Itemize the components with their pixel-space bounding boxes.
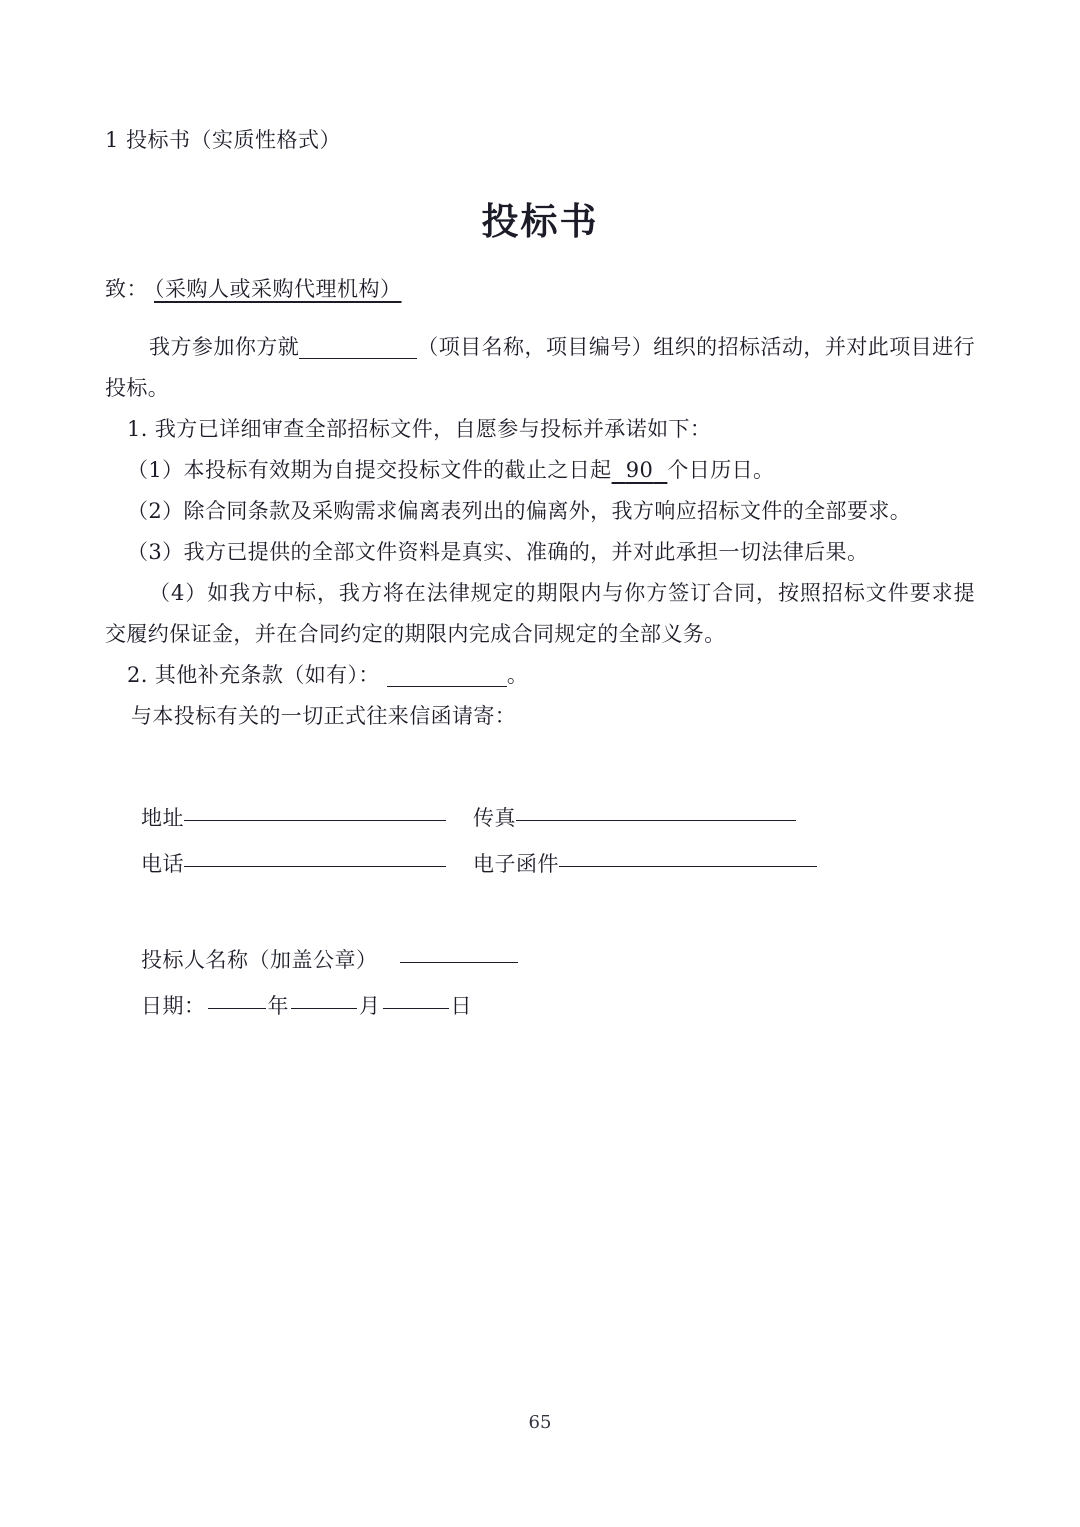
page-number: 65 (528, 1412, 552, 1433)
project-name-blank (299, 358, 417, 359)
bid-validity-days: 90 (625, 458, 654, 482)
document-content (105, 0, 975, 1029)
phone-label: 电话 (141, 852, 184, 876)
intro-paragraph (105, 327, 975, 409)
phone-input-line[interactable] (184, 865, 446, 867)
correspondence-note (105, 696, 975, 737)
fax-label: 传真 (473, 806, 516, 830)
clause-1 (105, 409, 975, 450)
bidder-name-input-line[interactable] (400, 961, 518, 963)
section-heading: 1 投标书（实质性格式） (105, 128, 342, 152)
clause-1-4 (105, 573, 975, 655)
email-label: 电子函件 (473, 852, 559, 876)
clause-2 (105, 655, 975, 696)
intro-text-before: 我方参加你方就 (149, 335, 300, 359)
clause-1-3 (105, 532, 975, 573)
month-unit: 月 (359, 994, 381, 1018)
email-field (473, 841, 817, 887)
address-input-line[interactable] (184, 819, 446, 821)
correspondence-note-text: 与本投标有关的一切正式往来信函请寄： (131, 704, 517, 728)
address-field (141, 795, 473, 841)
clause-1-1 (105, 450, 975, 491)
date-month-input-line[interactable] (291, 1007, 357, 1009)
clause-1-4-text: （4）如我方中标，我方将在法律规定的期限内与你方签订合同，按照招标文件要求提交履约保证金，并在合同约定的期限内完成合同规定的全部义务。 (105, 581, 975, 646)
fax-field (473, 795, 796, 841)
contact-row-1 (141, 795, 975, 841)
clause-1-2 (105, 491, 975, 532)
fax-input-line[interactable] (516, 819, 796, 821)
clause-2-text-after: 。 (506, 663, 529, 687)
bidder-name-row (141, 937, 975, 983)
intro-text-after: （项目名称，项目编号）组织的招标活动，并对此项目进行投标。 (105, 335, 975, 400)
signature-block (105, 937, 975, 1029)
date-label: 日期： (141, 994, 206, 1018)
clause-1-text: 1. 我方已详细审查全部招标文件，自愿参与投标并承诺如下： (127, 417, 712, 441)
supplementary-clause-blank (387, 686, 507, 687)
addressee-value: （采购人或采购代理机构） (154, 277, 402, 301)
contact-row-2 (141, 841, 975, 887)
addressee-line (105, 273, 975, 305)
clause-1-3-text: （3）我方已提供的全部文件资料是真实、准确的，并对此承担一切法律后果。 (127, 540, 869, 564)
bidder-name-label: 投标人名称（加盖公章） (141, 948, 378, 972)
day-unit: 日 (450, 994, 472, 1018)
date-year-input-line[interactable] (208, 1007, 266, 1009)
date-day-input-line[interactable] (383, 1007, 449, 1009)
clause-1-1-text-before: （1）本投标有效期为自提交投标文件的截止之日起 (127, 458, 612, 482)
date-row (141, 983, 975, 1029)
clause-1-2-text: （2）除合同条款及采购需求偏离表列出的偏离外，我方响应招标文件的全部要求。 (127, 499, 912, 523)
year-unit: 年 (267, 994, 289, 1018)
clause-2-text-before: 2. 其他补充条款（如有）： (127, 663, 380, 687)
email-input-line[interactable] (559, 865, 817, 867)
phone-field (141, 841, 473, 887)
addressee-label: 致： (105, 277, 148, 301)
contact-block (105, 795, 975, 887)
address-label: 地址 (141, 806, 184, 830)
clause-1-1-text-after: 个日历日。 (667, 458, 775, 482)
page-title: 投标书 (481, 199, 599, 243)
